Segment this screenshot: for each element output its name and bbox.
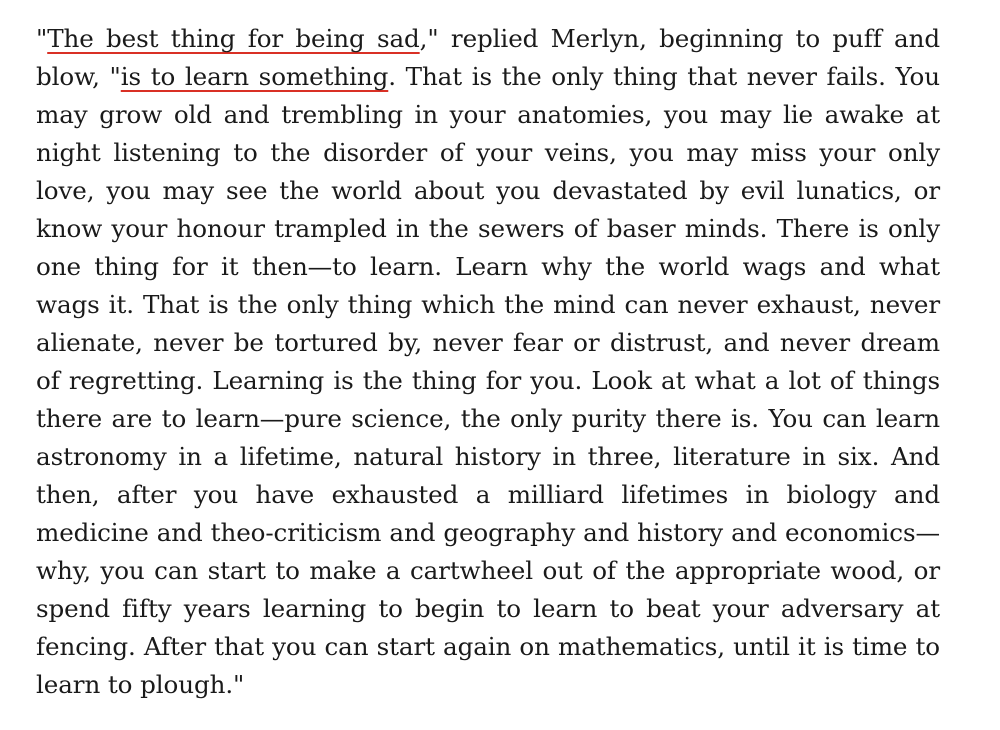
- highlighted-phrase-learn-something: is to learn something: [120, 62, 389, 91]
- paragraph-text-2: . That is the only thing that never fails. You may grow old and trembling in your anatomies, you may lie awake at night listening to the disorder of your veins, you may miss your only love, you may see the world about you devastated by evil lunatics, or know your honour trampled in the sewers of baser minds. There is only one thing for it then—to learn. Learn why the world wags and what wags it. That is the only thing which the mind can never exhaust, never alienate, never be tortured by, never fear or distrust, and never dream of regretting. Learning is the thing for you. Look at what a lot of things there are to learn—pure science, the only purity there is. You can learn astronomy in a lifetime, natural history in three, literature in six. And then, after you have exhausted a milliard lifetimes in biology and medicine and theo-criticism and geography and history and economics—why, you can start to make a cartwheel out of the appropriate wood, or spend fifty years learning to begin to learn to beat your adversary at fencing. After that you can start again on mathematics, until it is time to learn to plough.": [36, 62, 940, 699]
- quote-paragraph: [36, 20, 940, 704]
- opening-quote: ": [36, 24, 48, 53]
- paragraph-text-1: ," replied Merlyn, beginning to puff and blow, ": [36, 24, 940, 91]
- highlighted-phrase-best-thing: The best thing for being sad: [47, 24, 420, 53]
